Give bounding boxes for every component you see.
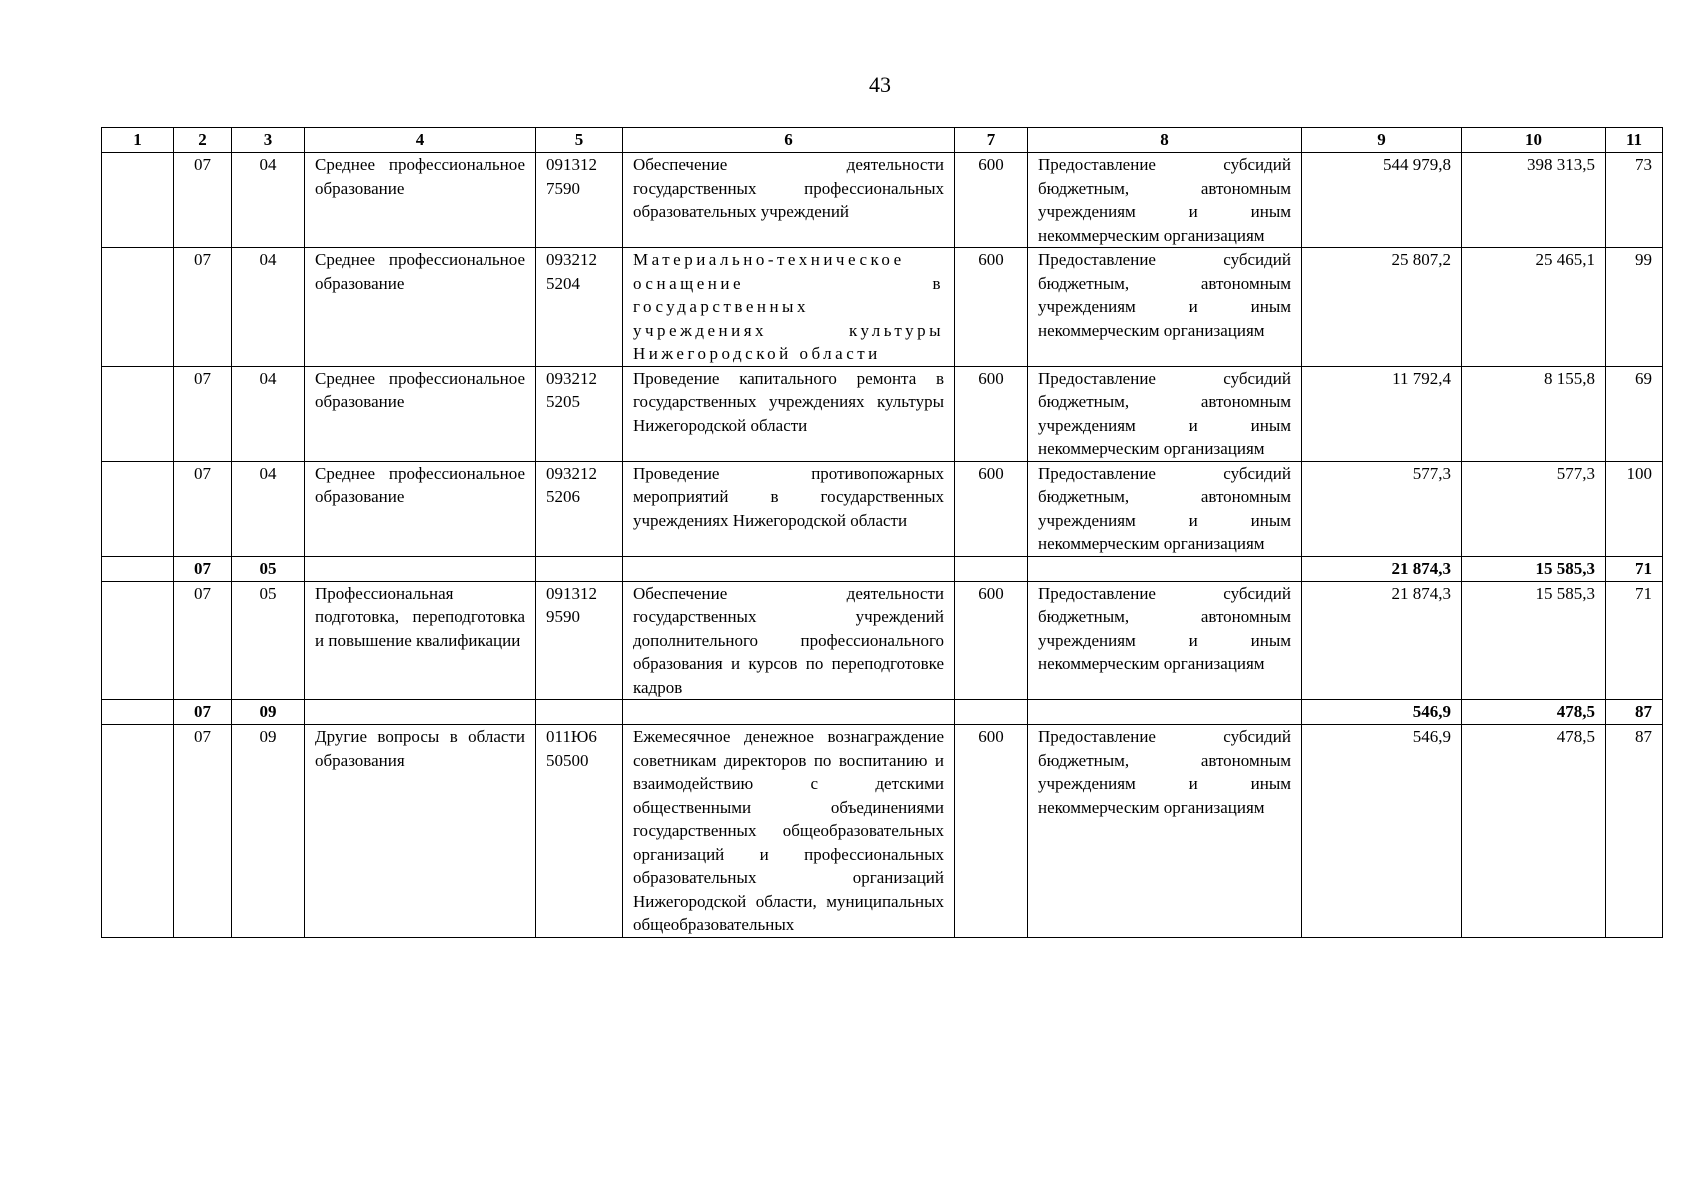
- column-header: 6: [623, 128, 955, 153]
- cell-purpose: [623, 700, 955, 725]
- cell-target-code: 093212 5205: [536, 366, 623, 461]
- cell-subsection-name: Профессиональная подготовка, переподготовка и повышение квалификации: [305, 581, 536, 700]
- cell-subsection-name: [305, 556, 536, 581]
- cell-purpose: Проведение противопожарных мероприятий в государственных учреждениях Нижегородской области: [623, 461, 955, 556]
- table-row: [102, 461, 1663, 556]
- column-header: 1: [102, 128, 174, 153]
- cell-target-code: 011Ю6 50500: [536, 725, 623, 938]
- cell-purpose: [623, 556, 955, 581]
- cell-col1: [102, 366, 174, 461]
- cell-expense-type: 600: [955, 461, 1028, 556]
- column-header: 2: [174, 128, 232, 153]
- cell-expense-type-name: Предоставление субсидий бюджетным, автономным учреждениям и иным некоммерческим организациям: [1028, 366, 1302, 461]
- column-header: 8: [1028, 128, 1302, 153]
- cell-target-code: 093212 5206: [536, 461, 623, 556]
- cell-section: 07: [174, 153, 232, 248]
- cell-target-code: 093212 5204: [536, 248, 623, 367]
- cell-expense-type-name: Предоставление субсидий бюджетным, автономным учреждениям и иным некоммерческим организациям: [1028, 725, 1302, 938]
- column-header: 4: [305, 128, 536, 153]
- cell-subsection: 04: [232, 153, 305, 248]
- cell-section: 07: [174, 461, 232, 556]
- cell-subsection: 05: [232, 556, 305, 581]
- cell-col1: [102, 581, 174, 700]
- cell-col1: [102, 725, 174, 938]
- cell-expense-type: [955, 556, 1028, 581]
- cell-percent: 73: [1606, 153, 1663, 248]
- cell-percent: 71: [1606, 581, 1663, 700]
- table-row: [102, 366, 1663, 461]
- cell-subsection: 09: [232, 725, 305, 938]
- column-header: 9: [1302, 128, 1462, 153]
- table-row: [102, 248, 1663, 367]
- column-header: 5: [536, 128, 623, 153]
- cell-actual: 8 155,8: [1462, 366, 1606, 461]
- cell-planned: 11 792,4: [1302, 366, 1462, 461]
- cell-actual: 577,3: [1462, 461, 1606, 556]
- cell-purpose: Обеспечение деятельности государственных учреждений дополнительного профессионального образования и курсов по переподготовке кадров: [623, 581, 955, 700]
- cell-expense-type-name: Предоставление субсидий бюджетным, автономным учреждениям и иным некоммерческим организациям: [1028, 461, 1302, 556]
- column-header: 11: [1606, 128, 1663, 153]
- cell-expense-type: 600: [955, 248, 1028, 367]
- cell-planned: 577,3: [1302, 461, 1462, 556]
- table-row: [102, 725, 1663, 938]
- cell-planned: 546,9: [1302, 725, 1462, 938]
- cell-expense-type-name: Предоставление субсидий бюджетным, автономным учреждениям и иным некоммерческим организациям: [1028, 153, 1302, 248]
- cell-subsection: 04: [232, 248, 305, 367]
- cell-subsection: 04: [232, 461, 305, 556]
- cell-purpose: Ежемесячное денежное вознаграждение советникам директоров по воспитанию и взаимодействию с детскими общественными объединениями государственных общеобразовательных организаций и профессиональных образовательных организаций Нижегородской области, муниципальных общеобразовательных: [623, 725, 955, 938]
- cell-purpose: Обеспечение деятельности государственных профессиональных образовательных учреждений: [623, 153, 955, 248]
- cell-percent: 69: [1606, 366, 1663, 461]
- cell-subsection: 04: [232, 366, 305, 461]
- cell-section: 07: [174, 556, 232, 581]
- cell-actual: 25 465,1: [1462, 248, 1606, 367]
- cell-subsection-name: Среднее профессиональное образование: [305, 461, 536, 556]
- cell-expense-type-name: Предоставление субсидий бюджетным, автономным учреждениям и иным некоммерческим организациям: [1028, 248, 1302, 367]
- cell-expense-type: 600: [955, 581, 1028, 700]
- cell-purpose: Материально-техническое оснащение в государственных учреждениях культуры Нижегородской области: [623, 248, 955, 367]
- column-header: 7: [955, 128, 1028, 153]
- cell-expense-type-name: [1028, 700, 1302, 725]
- cell-planned: 546,9: [1302, 700, 1462, 725]
- table-row: [102, 153, 1663, 248]
- cell-col1: [102, 461, 174, 556]
- cell-expense-type-name: [1028, 556, 1302, 581]
- cell-expense-type: 600: [955, 153, 1028, 248]
- cell-expense-type-name: Предоставление субсидий бюджетным, автономным учреждениям и иным некоммерческим организациям: [1028, 581, 1302, 700]
- subtotal-row: [102, 700, 1663, 725]
- cell-target-code: 091312 7590: [536, 153, 623, 248]
- cell-section: 07: [174, 725, 232, 938]
- cell-percent: 87: [1606, 700, 1663, 725]
- cell-purpose: Проведение капитального ремонта в государственных учреждениях культуры Нижегородской области: [623, 366, 955, 461]
- cell-expense-type: 600: [955, 725, 1028, 938]
- cell-subsection-name: Среднее профессиональное образование: [305, 366, 536, 461]
- cell-percent: 71: [1606, 556, 1663, 581]
- cell-actual: 15 585,3: [1462, 556, 1606, 581]
- cell-subsection: 05: [232, 581, 305, 700]
- cell-actual: 478,5: [1462, 700, 1606, 725]
- cell-subsection-name: [305, 700, 536, 725]
- cell-col1: [102, 248, 174, 367]
- page-number: 43: [869, 72, 891, 97]
- cell-planned: 544 979,8: [1302, 153, 1462, 248]
- cell-subsection-name: Среднее профессиональное образование: [305, 153, 536, 248]
- cell-planned: 21 874,3: [1302, 581, 1462, 700]
- cell-subsection-name: Другие вопросы в области образования: [305, 725, 536, 938]
- cell-expense-type: [955, 700, 1028, 725]
- cell-actual: 398 313,5: [1462, 153, 1606, 248]
- subtotal-row: [102, 556, 1663, 581]
- budget-table: [101, 127, 1663, 938]
- cell-col1: [102, 700, 174, 725]
- table-row: [102, 581, 1663, 700]
- cell-planned: 25 807,2: [1302, 248, 1462, 367]
- cell-expense-type: 600: [955, 366, 1028, 461]
- cell-section: 07: [174, 248, 232, 367]
- table-header-row: [102, 128, 1663, 153]
- cell-percent: 87: [1606, 725, 1663, 938]
- cell-target-code: [536, 700, 623, 725]
- cell-section: 07: [174, 581, 232, 700]
- cell-col1: [102, 153, 174, 248]
- cell-target-code: 091312 9590: [536, 581, 623, 700]
- cell-section: 07: [174, 700, 232, 725]
- column-header: 3: [232, 128, 305, 153]
- cell-subsection: 09: [232, 700, 305, 725]
- cell-percent: 99: [1606, 248, 1663, 367]
- cell-subsection-name: Среднее профессиональное образование: [305, 248, 536, 367]
- cell-actual: 478,5: [1462, 725, 1606, 938]
- cell-section: 07: [174, 366, 232, 461]
- column-header: 10: [1462, 128, 1606, 153]
- cell-target-code: [536, 556, 623, 581]
- cell-col1: [102, 556, 174, 581]
- cell-actual: 15 585,3: [1462, 581, 1606, 700]
- cell-planned: 21 874,3: [1302, 556, 1462, 581]
- cell-percent: 100: [1606, 461, 1663, 556]
